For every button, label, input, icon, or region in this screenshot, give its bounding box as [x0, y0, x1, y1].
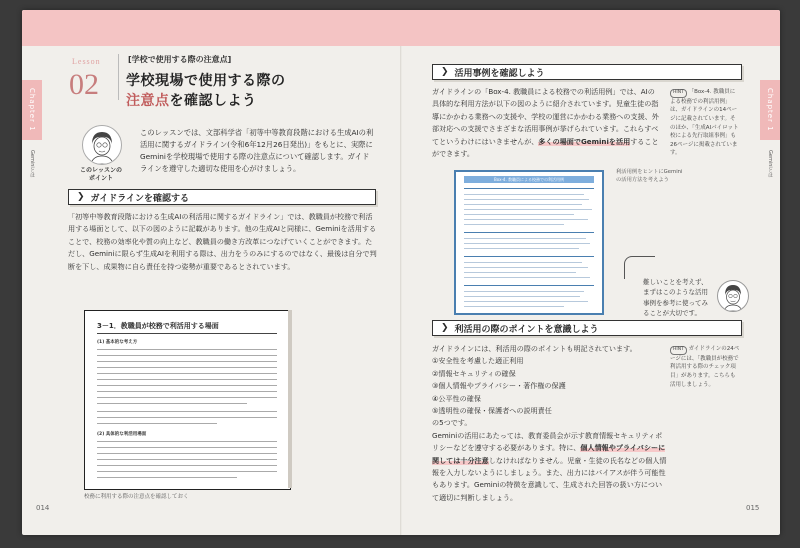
doc-caption: 校務に利用する際の注意点を確認しておく	[84, 494, 189, 500]
chevron-right-icon: ❯	[441, 323, 449, 333]
section-heading-label: 活用事例を確認しよう	[454, 68, 545, 79]
doc-text-line	[97, 447, 277, 448]
chevron-right-icon: ❯	[441, 67, 449, 77]
hint-note-text: 「Box-4. 教職員による校務での利活用例」は、ガイドラインの14ページに記載されています。そのほか、「生成AIパイロット校による先行取組事例」も26ページに掲載されています。	[670, 89, 739, 157]
image-row	[464, 277, 590, 278]
image-row	[464, 248, 579, 249]
doc-text-line	[97, 397, 277, 398]
doc-text-line	[97, 367, 277, 368]
point-item: ⑤透明性の確保・保護者への説明責任	[432, 406, 552, 416]
points-intro: ガイドラインには、利活用の際のポイントも明記されています。	[432, 344, 637, 353]
doc-text-line	[97, 411, 277, 412]
doc-text-line	[97, 423, 217, 424]
doc-text-line	[97, 385, 277, 386]
lesson-number: 02	[69, 68, 99, 101]
speech-bubble-tail	[624, 256, 655, 279]
doc-text-line	[97, 373, 277, 374]
cases-highlight: 多くの場面でGeminiを活用	[538, 136, 631, 146]
image-row	[464, 262, 582, 263]
image-row	[464, 285, 594, 286]
lesson-label: Lesson	[72, 57, 101, 66]
points-body	[432, 343, 667, 504]
image-row	[464, 243, 590, 244]
doc-text-line	[97, 441, 277, 442]
image-row	[464, 209, 592, 210]
image-row	[464, 232, 594, 233]
image-row	[464, 256, 594, 257]
page-number-right: 015	[746, 504, 760, 512]
points-highlight: 個人情報やプライバシーに関しては十分注意	[432, 443, 666, 465]
page-title-line2	[126, 90, 257, 110]
doc-title: 3－1．教職員が校務で利活用する場面	[97, 322, 219, 330]
doc-text-line	[97, 465, 277, 466]
chapter-sub-right: Geminiとは	[767, 150, 773, 178]
lesson-tagline: [学校で使用する際の注意点]	[128, 55, 232, 64]
image-row	[464, 204, 582, 205]
top-band	[22, 10, 780, 46]
section-heading-label: 利活用の際のポイントを意識しよう	[454, 324, 599, 335]
avatar-caption: このレッスンの ポイント	[80, 167, 122, 183]
hint-badge: HINT	[670, 89, 687, 98]
point-item: ②情報セキュリティの確保	[432, 368, 516, 378]
intro-text: このレッスンでは、文部科学省「初等中等教育段階における生成AIの利活用に関するガイドライン(令和6年12月26日発出)」をもとに、実際にGeminiを学校現場で使用する際の注意点について確認します。ガイドラインを遵守した適切な使用を心がけましょう。	[140, 128, 374, 174]
title-rest: を確認しよう	[169, 93, 257, 109]
doc-text-line	[97, 349, 277, 350]
teacher-avatar	[82, 125, 122, 165]
doc-shadow	[288, 310, 292, 488]
doc-text-line	[97, 391, 277, 392]
points-text-post: しなければなりません。児童・生徒の氏名などの個人情報を入力しないようにしましょう。また、出力にはバイアスが伴う可能性もあります。Geminiの特徴を意識して、生成された回答の扱い方について適切に判断しましょう。	[432, 455, 667, 502]
point-item: ③個人情報やプライバシー・著作権の保護	[432, 381, 566, 391]
chapter-sub-left: Geminiとは	[29, 150, 35, 178]
page-number-left: 014	[36, 504, 50, 512]
image-row	[464, 199, 589, 200]
chapter-tab-right: Chapter 1	[760, 80, 780, 140]
cases-paragraph	[432, 86, 660, 160]
section-heading-guideline	[68, 189, 376, 205]
cases-text-post: することができます。	[432, 136, 659, 159]
teacher-face-icon	[83, 126, 121, 164]
doc-text-line	[97, 361, 277, 362]
chapter-tab-left: Chapter 1	[22, 80, 42, 140]
usage-image-caption: 利活用例をヒントにGeminiの活用方法を考えよう	[616, 169, 683, 184]
usage-image-title: Box-4. 教職員による校務での利活用例	[464, 176, 594, 183]
image-row	[464, 194, 584, 195]
section-heading-cases	[432, 64, 742, 80]
teacher-avatar-small	[717, 280, 749, 312]
doc-subheading-2: (2) 具体的な利活用場面	[97, 432, 147, 437]
points-paragraph	[432, 430, 667, 504]
doc-text-line	[97, 459, 277, 460]
image-row	[464, 267, 588, 268]
point-item: ①安全性を考慮した適正利用	[432, 356, 524, 366]
points-count: の5つです。	[432, 418, 472, 428]
cases-body	[432, 86, 660, 160]
doc-text-line	[97, 471, 277, 472]
book-spread	[22, 10, 780, 535]
image-row	[464, 214, 574, 215]
doc-subheading-1: (1) 基本的な考え方	[97, 340, 138, 345]
teacher-face-icon	[718, 281, 748, 311]
image-row	[464, 296, 580, 297]
doc-text-line	[97, 453, 277, 454]
image-row	[464, 224, 564, 225]
image-row	[464, 291, 584, 292]
doc-text-line	[97, 355, 277, 356]
image-row	[464, 238, 586, 239]
points-text-pre: Geminiの活用にあたっては、教育委員会が示す教育情報セキュリティポリシーなどを遵守する必要があります。特に、	[432, 430, 663, 453]
cases-text-pre: ガイドラインの「Box-4. 教職員による校務での利活用例」では、AIの具体的な利用方法が以下の図のように紹介されています。児童生徒の指導にかかわる業務への支援や、学校の運営にかかわる業務への支援、外部対応への支援でさまざまな活用事例が挙げられています。これらすべてというわけにはいきませんが、	[432, 87, 659, 146]
image-row	[464, 306, 564, 307]
point-item: ④公平性の確保	[432, 393, 481, 403]
hint-note-2	[670, 345, 740, 389]
image-row	[464, 188, 594, 189]
guideline-document-image	[84, 310, 291, 490]
hint-note-text: ガイドラインの24ページには、「教職員が校務で利活用する際のチェック項目」があります。こちらも活用しましょう。	[670, 346, 740, 388]
image-row	[464, 272, 576, 273]
page-title-line1: 学校現場で使用する際の	[126, 73, 286, 89]
hint-note-1	[670, 88, 740, 158]
guideline-paragraph: 「初等中等教育段階における生成AIの利活用に関するガイドライン」では、教職員が校務で利活用する場面として、以下の図のように記載があります。他の生成AIと同様に、Geminiを活用することで、校務の効率化や質の向上など、教職員の働き方改革につなげていくことができます。ただし、Geminiに限らず生成AIを利用する際は、出力をうのみにするのではなく、最後は自分で判断を下し、成果物に自ら責任を持つ姿勢が重要であるとされています。	[68, 212, 377, 271]
guideline-body	[68, 211, 378, 273]
image-row	[464, 301, 588, 302]
image-row	[464, 219, 588, 220]
chevron-right-icon: ❯	[77, 192, 85, 202]
doc-text-line	[97, 477, 237, 478]
doc-text-line	[97, 417, 277, 418]
usage-examples-image	[454, 170, 604, 315]
doc-rule	[97, 333, 277, 334]
hint-badge: HINT	[670, 346, 687, 355]
section-heading-points	[432, 320, 742, 336]
header-divider	[118, 54, 119, 100]
doc-text-line	[97, 379, 277, 380]
title-highlight: 注意点	[126, 93, 170, 109]
doc-text-line	[97, 403, 247, 404]
section-heading-label: ガイドラインを確認する	[90, 193, 190, 204]
book-gutter	[400, 46, 402, 535]
speech-bubble-text: 難しいことを考えず、まずはこのような活用事例を参考に使ってみることが大切です。	[643, 278, 708, 318]
